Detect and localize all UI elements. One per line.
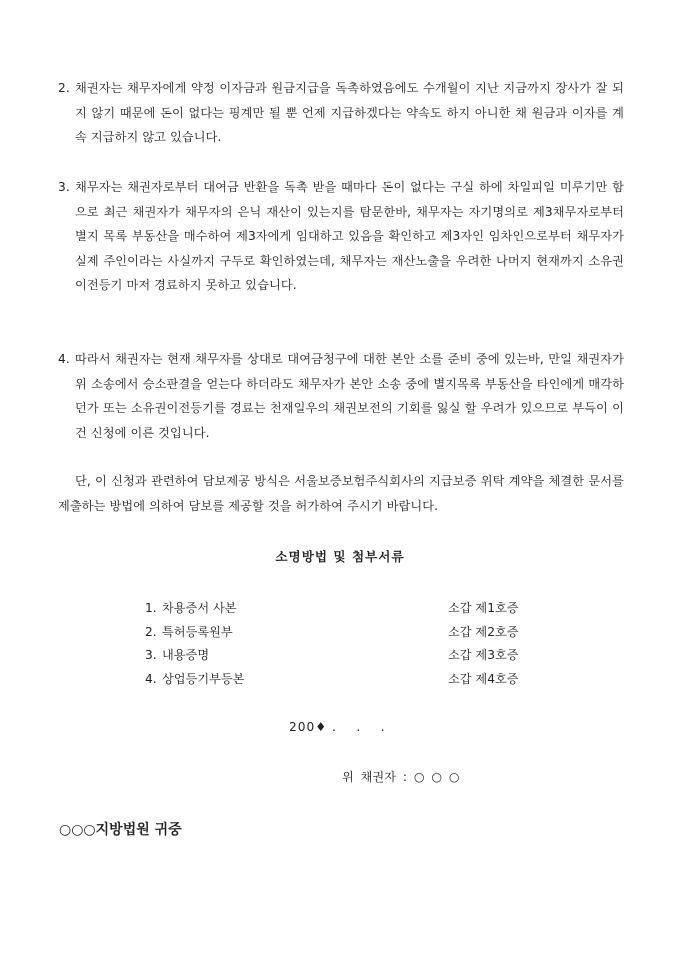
paragraph-2 xyxy=(58,76,624,150)
court-addressee: ○○○지방법원 귀중 xyxy=(59,822,182,838)
evidence-item xyxy=(145,668,545,692)
evidence-ref: 소갑 제2호증 xyxy=(448,624,519,639)
paragraph-text: 채권자는 채무자에게 약정 이자금과 원금지급을 독촉하였음에도 수개월이 지난 지금까지 장사가 잘 되지 않기 때문에 돈이 없다는 핑계만 될 뿐 언제 지급하겠다는 약속도 하지 아니한 채 원금과 이자를 계속 지급하지 않고 있습니다. xyxy=(75,81,624,144)
evidence-ref: 소갑 제1호증 xyxy=(448,601,519,615)
evidence-ref: 소갑 제4호증 xyxy=(448,672,519,687)
evidence-heading: 소명방법 및 첨부서류 xyxy=(275,549,405,564)
evidence-ref: 소갑 제3호증 xyxy=(448,648,519,663)
evidence-label: 차용증서 사본 xyxy=(162,601,237,615)
paragraph-number: 4. xyxy=(58,352,70,366)
paragraph-number: 3. xyxy=(58,180,70,194)
evidence-item xyxy=(145,644,545,668)
paragraph-number: 2. xyxy=(58,81,70,95)
closing-paragraph xyxy=(58,469,624,518)
evidence-number: 1. xyxy=(145,601,157,615)
paragraph-text: 채무자는 채권자로부터 대여금 반환을 독촉 받을 때마다 돈이 없다는 구실 하에 차일피일 미루기만 함으로 최근 채권자가 채무자의 은닉 재산이 있는지를 탐문한바, 채무자는 자기명의로 제3채무자로부터 별지 목록 부동산을 매수하여 제3자에게 임대하고 있음을 확인하고 제3자인 임차인으로부터 채무자가 실제 주인이라는 사실까지 구두로 확인하였는데, 채무자는 재산노출을 우려한 나머지 현재까지 소유권이전등기 마저 경료하지 못하고 있습니다. xyxy=(75,180,624,292)
paragraph-3 xyxy=(58,175,624,298)
evidence-item xyxy=(145,597,545,621)
creditor-signature: 위 채권자 : ○ ○ ○ xyxy=(342,770,460,784)
evidence-list xyxy=(145,597,545,692)
paragraph-text: 따라서 채권자는 현재 채무자를 상대로 대여금청구에 대한 본안 소를 준비 중에 있는바, 만일 채권자가 위 소송에서 승소판결을 얻는다 하더라도 채무자가 본안 소송 중에 별지목록 부동산을 타인에게 매각하던가 또는 소유권이전등기를 경료는 천재일우의 채권보전의 기회를 잃실 할 우려가 있으므로 부득이 이건 신청에 이른 것입니다. xyxy=(75,352,624,440)
paragraph-4 xyxy=(58,347,624,445)
filing-date: 200♦ . . . xyxy=(289,720,386,734)
evidence-label: 특허등록원부 xyxy=(162,624,233,639)
closing-paragraph-text: 단, 이 신청과 관련하여 담보제공 방식은 서울보증보험주식회사의 지급보증 위탁 계약을 체결한 문서를 제출하는 방법에 의하여 담보를 제공할 것을 허가하여 주시기 바랍니다. xyxy=(58,474,624,513)
evidence-label: 상업등기부등본 xyxy=(162,672,245,687)
evidence-number: 4. xyxy=(145,672,157,687)
evidence-number: 3. xyxy=(145,648,157,663)
evidence-number: 2. xyxy=(145,624,157,639)
evidence-item xyxy=(145,621,545,645)
evidence-label: 내용증명 xyxy=(162,648,210,663)
